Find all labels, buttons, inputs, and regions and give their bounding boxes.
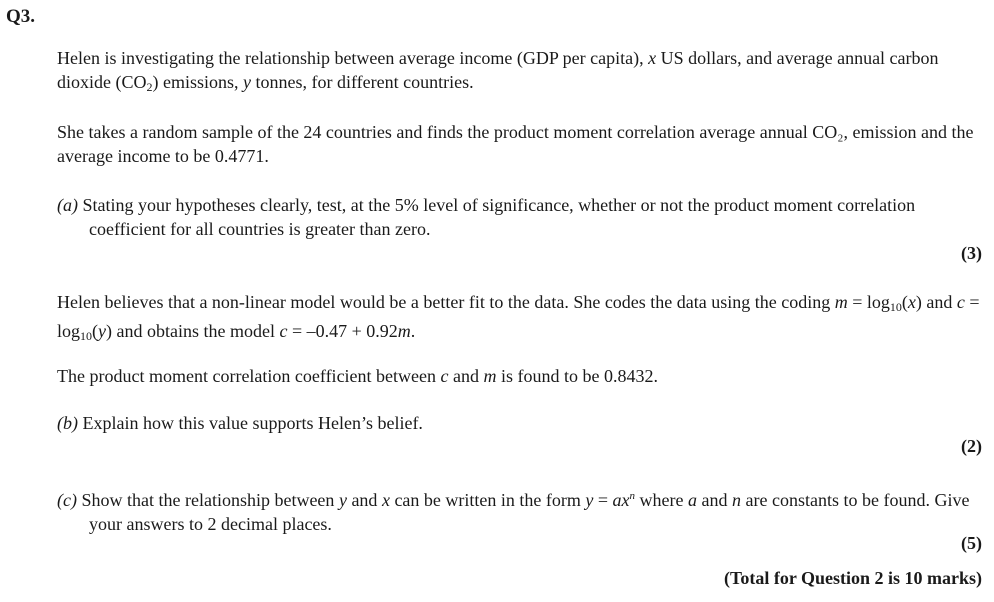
part-b-text: (b) Explain how this value supports Helen’s belief. [57, 413, 423, 433]
model-paragraph: Helen believes that a non-linear model would be a better fit to the data. She codes the data using the coding $m = \log_{10}(x)$ and $c = \log_{10}(y)$ and obtains the model c = –0.47 + 0.92m. [57, 292, 980, 343]
intro-paragraph-2: She takes a random sample of the 24 countries and finds the product moment correlation average annual CO₂, emission and the average income to be 0.4771. [57, 122, 974, 166]
part-a-label: (a) [57, 195, 78, 215]
total-marks: (Total for Question 2 is 10 marks) [723, 568, 982, 588]
question-number: Q3. [6, 6, 36, 27]
part-c-label: (c) [57, 490, 77, 510]
part-a-marks: (3) [961, 243, 982, 263]
part-c-marks: (5) [961, 533, 982, 553]
pmcc-paragraph: The product moment correlation coefficient between c and m is found to be 0.8432. [57, 366, 659, 386]
part-b-marks: (2) [961, 436, 982, 456]
part-b-label: (b) [57, 413, 78, 433]
part-a-text: (a) Stating your hypotheses clearly, test, at the 5% level of significance, whether or not the product moment correlation coefficient for all countries is greater than zero. [57, 195, 916, 239]
intro-paragraph-1: Helen is investigating the relationship between average income (GDP per capita), x US dollars, and average annual carbon dioxide $(CO_2)$ emissions, y tonnes, for different countries. [57, 48, 939, 94]
part-c-text: (c) Show that the relationship between y and x can be written in the form $y = ax^n$ where a and n are constants to be found. Give your answers to 2 decimal places. [57, 490, 970, 534]
